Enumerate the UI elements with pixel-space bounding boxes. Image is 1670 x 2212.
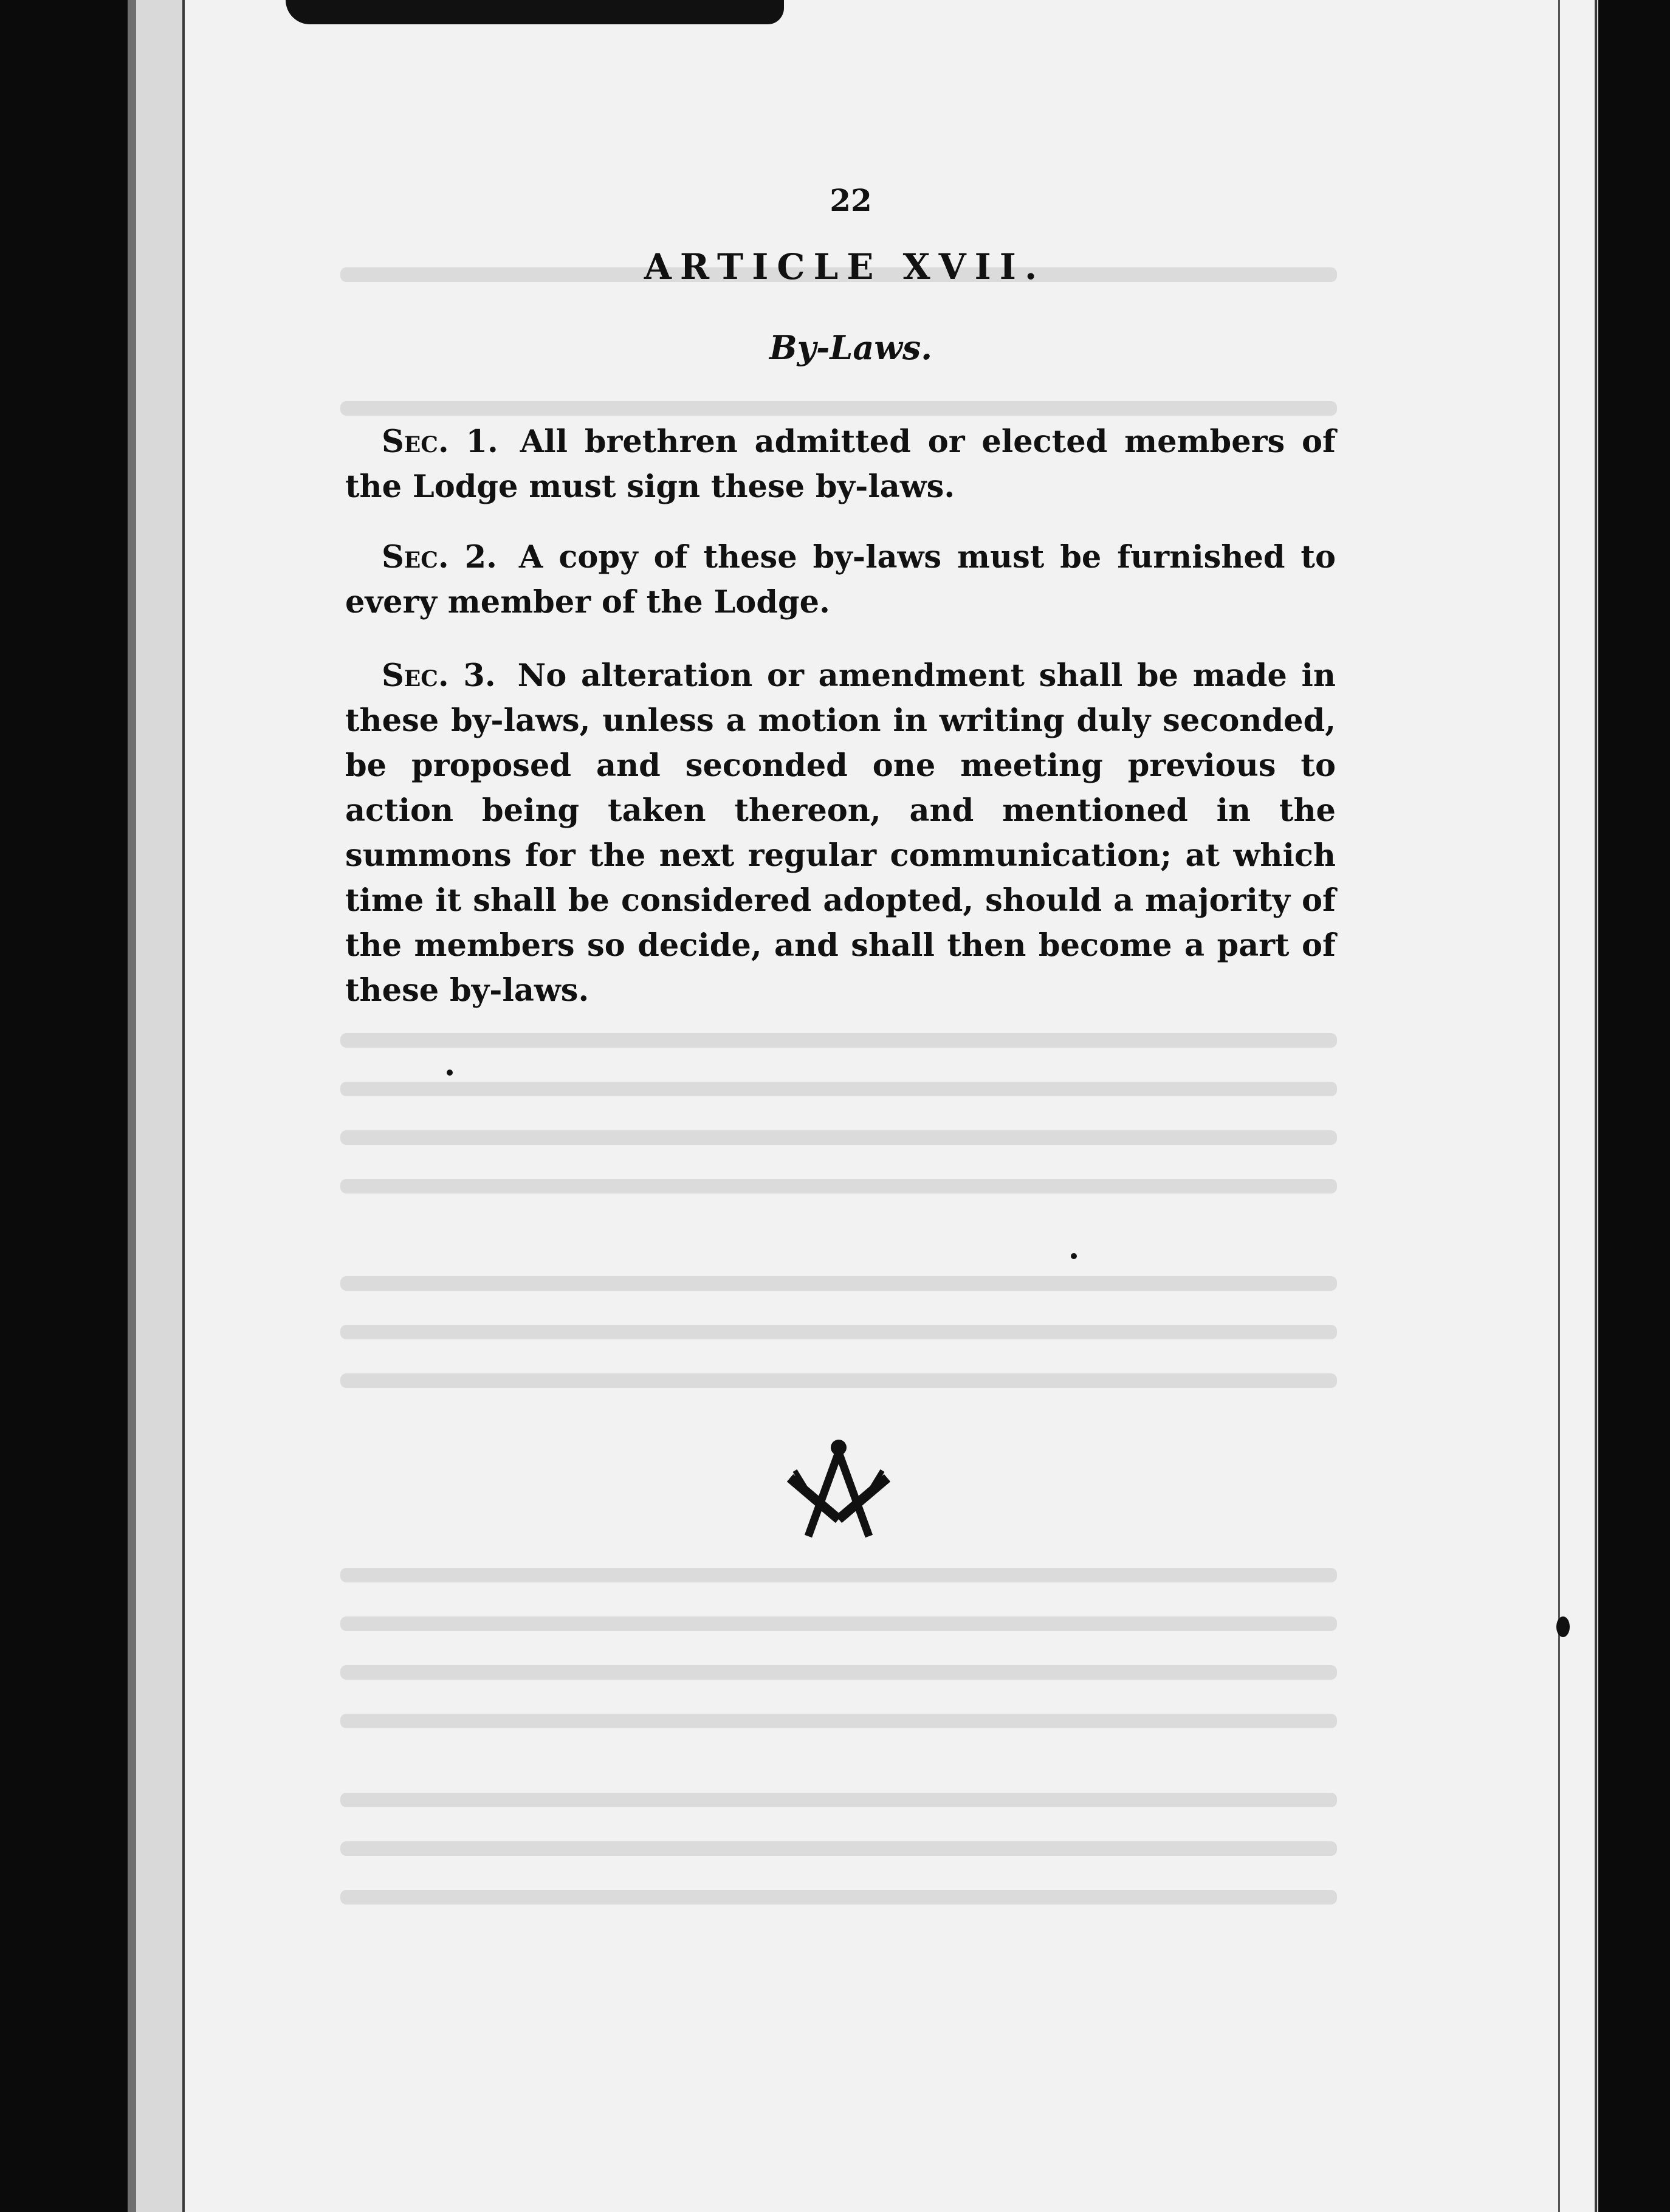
section-text: A copy of these by-laws must be furnished to every member of the Lodge. xyxy=(345,539,1336,620)
bylaw-section-3 xyxy=(345,653,1336,1013)
ink-speck xyxy=(447,1070,453,1076)
bleed-through-line xyxy=(340,1373,1337,1388)
bleed-through-line xyxy=(340,1082,1337,1096)
bleed-through-line xyxy=(340,1325,1337,1339)
bleed-through-line xyxy=(340,401,1337,416)
bleed-through-line xyxy=(340,1130,1337,1145)
torn-edge xyxy=(286,0,784,24)
bleed-through-line xyxy=(340,1665,1337,1680)
bleed-through-line xyxy=(340,1890,1337,1905)
ink-speck xyxy=(1071,1253,1077,1259)
section-label: Sec. 3. xyxy=(382,658,496,694)
bleed-through-line xyxy=(340,1568,1337,1582)
bleed-through-line xyxy=(340,1033,1337,1048)
bleed-through-line xyxy=(340,1714,1337,1728)
bleed-through-line xyxy=(340,1179,1337,1194)
section-label: Sec. 1. xyxy=(382,424,498,460)
bleed-through-line xyxy=(340,1616,1337,1631)
binding-hole xyxy=(1556,1616,1570,1637)
square-and-compasses-icon xyxy=(784,1434,893,1544)
section-text: All brethren admitted or elected members of the Lodge must sign these by-laws. xyxy=(345,424,1336,505)
bylaw-section-2 xyxy=(345,535,1336,625)
bleed-through-line xyxy=(340,1793,1337,1807)
section-text: No alteration or amendment shall be made in these by-laws, unless a motion in writing duly seconded, be proposed and seconded one meeting previous to action being taken thereon, and mentioned in the summons for the next regular communication; at which time it shall be considered adopted, should a majority of the members so decide, and shall then become a part of these by-laws. xyxy=(345,658,1336,1009)
bleed-through-line xyxy=(340,1841,1337,1856)
section-title: By-Laws. xyxy=(769,328,933,367)
page-fold-rule xyxy=(1558,0,1560,2212)
page-number: 22 xyxy=(830,182,872,218)
section-label: Sec. 2. xyxy=(382,539,497,575)
bleed-through-line xyxy=(340,1276,1337,1291)
sheet-edge xyxy=(128,0,136,2212)
article-heading: ARTICLE XVII. xyxy=(644,246,1046,287)
bylaw-section-1 xyxy=(345,419,1336,509)
